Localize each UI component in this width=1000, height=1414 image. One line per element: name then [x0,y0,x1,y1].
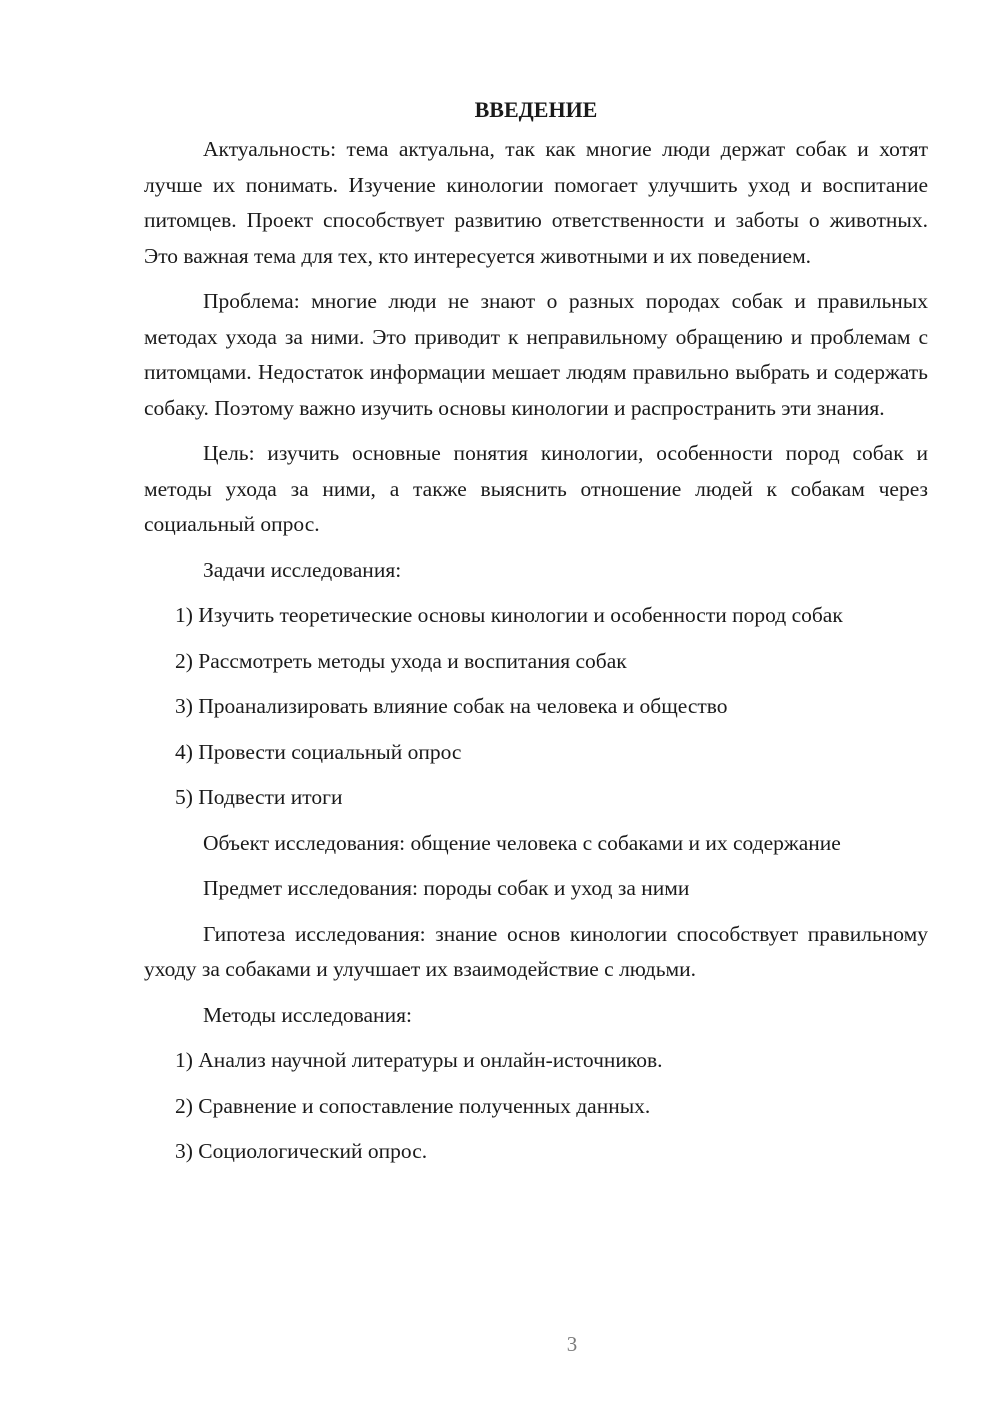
method-item: 1) Анализ научной литературы и онлайн-источников. [175,1048,663,1072]
task-item: 1) Изучить теоретические основы кинологии и особенности пород собак [175,603,843,627]
method-item: 2) Сравнение и сопоставление полученных данных. [175,1093,651,1118]
section-title: ВВЕДЕНИЕ [474,97,598,122]
methods-heading: Методы исследования: [203,1002,412,1027]
hypothesis-paragraph: Гипотеза исследования: знание основ кинологии способствует правильному уходу за собаками и улучшает их взаимодействие с людьми. [144,921,928,981]
task-item: 3) Проанализировать влияние собак на человека и общество [175,694,728,718]
relevance-paragraph: Актуальность: тема актуальна, так как многие люди держат собак и хотят лучше их понимать. Изучение кинологии помогает улучшить уход и воспитание питомцев. Проект способствует развитию ответственности и заботы о животных. Это важная тема для тех, кто интересуется животными и их поведением. [144,137,928,268]
page-number: 3 [566,1332,578,1356]
subject-paragraph: Предмет исследования: породы собак и уход за ними [203,876,690,900]
goal-paragraph: Цель: изучить основные понятия кинологии, особенности пород собак и методы ухода за ними, а также выяснить отношение людей к собакам через социальный опрос. [144,441,928,536]
tasks-heading: Задачи исследования: [203,557,402,582]
object-paragraph: Объект исследования: общение человека с собаками и их содержание [203,830,841,855]
method-item: 3) Социологический опрос. [175,1139,428,1163]
task-item: 2) Рассмотреть методы ухода и воспитания собак [175,648,627,673]
problem-paragraph: Проблема: многие люди не знают о разных породах собак и правильных методах ухода за ними. Это приводит к неправильному обращению и проблемам с питомцами. Недостаток информации мешает людям правильно выбрать и содержать собаку. Поэтому важно изучить основы кинологии и распространить эти знания. [144,289,928,420]
task-item: 5) Подвести итоги [175,785,343,809]
task-item: 4) Провести социальный опрос [175,739,462,764]
document-page [144,92,928,1180]
